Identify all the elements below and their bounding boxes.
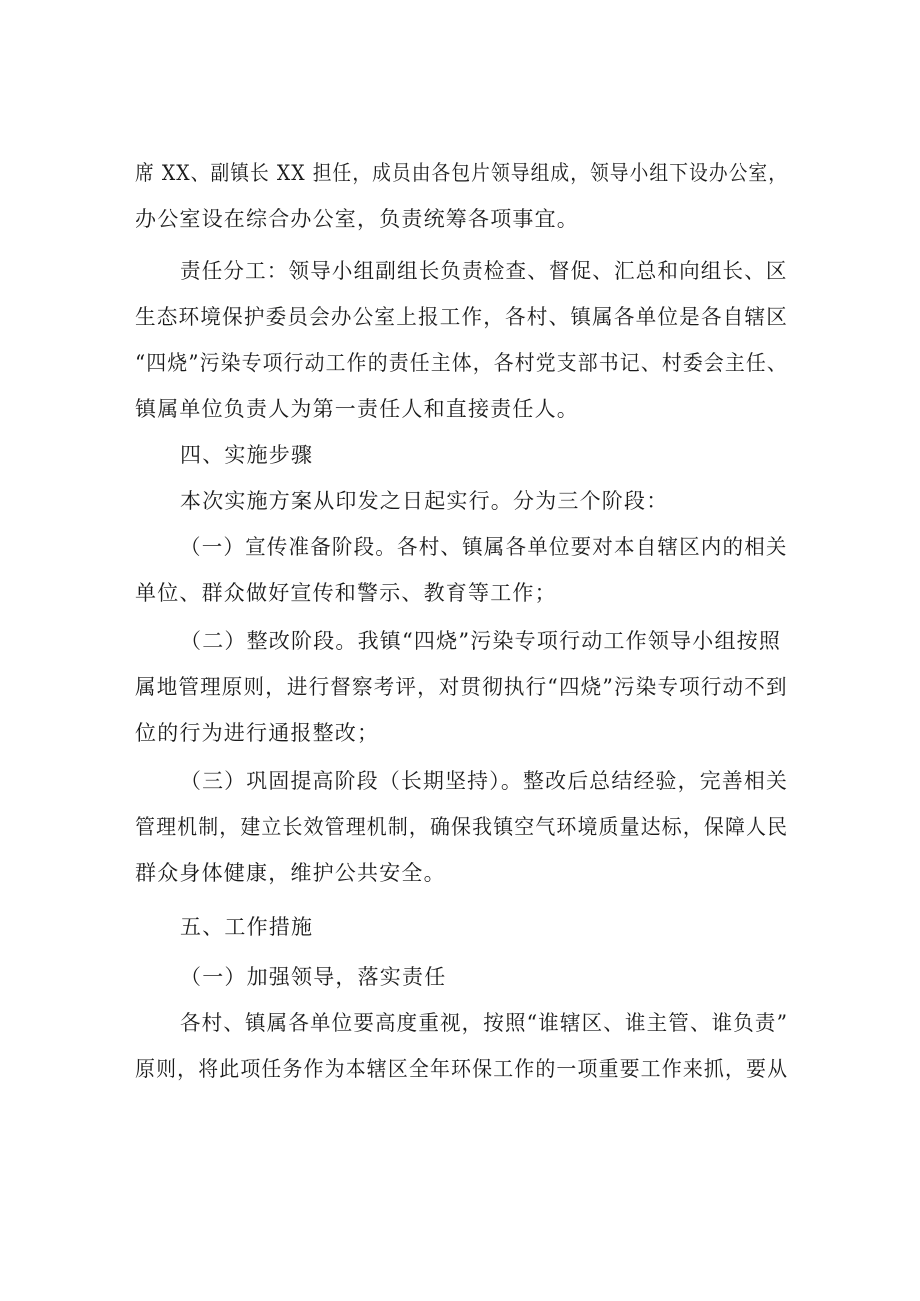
body-text-line: 群众身体健康，维护公共安全。	[135, 861, 446, 885]
body-text-line: 席 XX、副镇长 XX 担任，成员由各包片领导组成，领导小组下设办公室，	[135, 161, 789, 185]
body-text-line: 原则，将此项任务作为本辖区全年环保工作的一项重要工作来抓，要从	[135, 1057, 789, 1081]
body-text-line: 各村、镇属各单位要高度重视，按照“谁辖区、谁主管、谁负责”	[180, 1011, 789, 1035]
section-heading: 四、实施步骤	[180, 443, 314, 467]
body-text-line: 位的行为进行通报整改；	[135, 721, 380, 745]
body-text-line: （一）宣传准备阶段。各村、镇属各单位要对本自辖区内的相关	[180, 535, 788, 559]
body-text-line: 办公室设在综合办公室，负责统筹各项事宜。	[135, 207, 579, 231]
body-text-line: 本次实施方案从印发之日起实行。分为三个阶段：	[180, 489, 669, 513]
section-heading: 五、工作措施	[180, 915, 314, 939]
body-text-line: （三）巩固提高阶段（长期坚持）。整改后总结经验，完善相关	[180, 769, 789, 793]
body-text-line: 属地管理原则，进行督察考评，对贯彻执行“四烧”污染专项行动不到	[135, 675, 788, 699]
subsection-heading: （一）加强领导，落实责任	[180, 965, 447, 989]
body-text-line: （二）整改阶段。我镇“四烧”污染专项行动工作领导小组按照	[180, 629, 782, 653]
body-text-line: 管理机制，建立长效管理机制，确保我镇空气环境质量达标，保障人民	[135, 815, 789, 839]
body-text-line: 责任分工：领导小组副组长负责检查、督促、汇总和向组长、区	[180, 259, 788, 283]
body-text-line: “四烧”污染专项行动工作的责任主体，各村党支部书记、村委会主任、	[135, 351, 788, 375]
body-text-line: 单位、群众做好宣传和警示、教育等工作；	[135, 581, 557, 605]
body-text-line: 镇属单位负责人为第一责任人和直接责任人。	[135, 397, 579, 421]
body-text-line: 生态环境保护委员会办公室上报工作，各村、镇属各单位是各自辖区	[135, 305, 789, 329]
